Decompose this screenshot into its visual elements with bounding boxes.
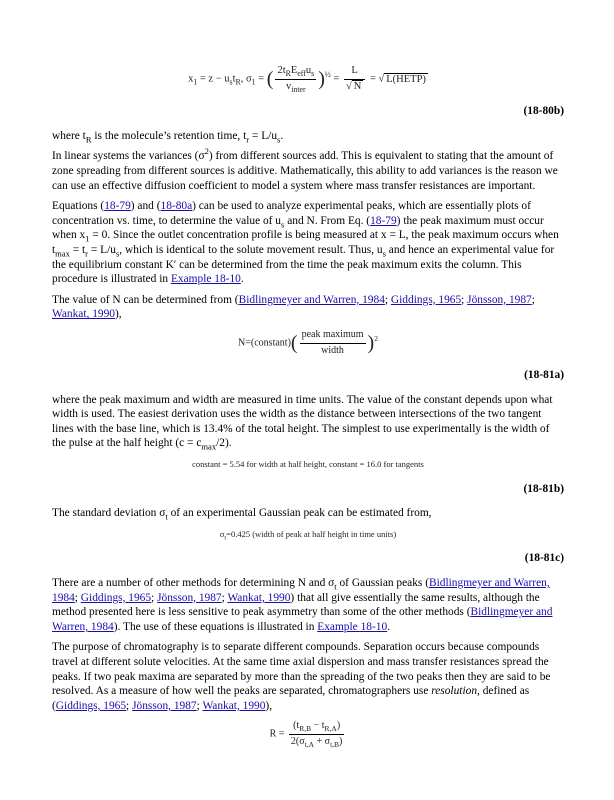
link-wankat-1990[interactable]: Wankat, 1990 <box>202 699 266 712</box>
link-example-18-10[interactable]: Example 18-10 <box>317 620 388 633</box>
paragraph: Equations (18-79) and (18-80a) can be used to analyze experimental peaks, which are essentially plots of concentration vs. time, to determine the value of $u_s$ and N. From Eq. (18-79) the peak maximum must occur when $x_1 = 0$. Since the outlet concentration profile is being measured at x = L, the peak maximum occurs when $t_{max} = t_r = L/u_s$, which is identical to the solute movement result. Thus, $u_s$ and hence an experimental value for the equilibrium constant K′ can be determined from the time the peak maximum exits the column. This procedure is illustrated in Example 18-10. <box>52 200 559 286</box>
link-eq-18-80a[interactable]: 18-80a <box>160 200 193 213</box>
paragraph: In linear systems the variances $(\sigma^2)$ from different sources add. This is equivalent to stating that the amount of zone spreading from different sources is additive. Mathematically, this ability to add variances is the reason we can use an effective diffusion coefficient to model a system where mass transfer resistances are important. <box>52 146 558 192</box>
link-bidlingmeyer-1984[interactable]: Bidlingmeyer and Warren, 1984 <box>52 577 550 604</box>
equation-number: (18-81a) <box>524 369 564 382</box>
paragraph: The value of N can be determined from (Bidlingmeyer and Warren, 1984; Giddings, 1965; Jönsson, 1987; Wankat, 1990), <box>52 293 535 321</box>
equation-18-81c: $\sigma_t=0.425$ (width of peak at half height in time units) <box>219 528 397 542</box>
link-wankat-1990[interactable]: Wankat, 1990 <box>52 308 115 321</box>
equation-resolution: R = $\frac{(t_{R,B} - t_{R,A})}{2(\sigma_{t,A} + \sigma_{t,B})}$ <box>269 720 343 749</box>
link-wankat-1990[interactable]: Wankat, 1990 <box>227 591 291 604</box>
paragraph: The purpose of chromatography is to separate different compounds. Separation occurs because compounds travel at different solute velocities. At the same time axial dispersion and mass transfer resistances spread the peaks. If two peak maxima are separated by more than the spreading of the two peaks then they are said to be resolved. As a measure of how well the peaks are separated, chromatographers use resolution, defined as (Giddings, 1965; Jönsson, 1987; Wankat, 1990), <box>52 641 551 712</box>
link-eq-18-79[interactable]: 18-79 <box>104 200 131 213</box>
paragraph: where $t_R$ is the molecule’s retention time, $t_r = L/u_s$. <box>52 129 284 145</box>
equation-18-81a: N=(constant)( $\frac{\text{peak maximum}}{\text{width}}$ )$^2$ <box>238 328 378 356</box>
link-bidlingmeyer-1984[interactable]: Bidlingmeyer and Warren, 1984 <box>238 293 385 306</box>
equation-number: (18-80b) <box>523 105 564 118</box>
link-eq-18-79[interactable]: 18-79 <box>370 214 397 227</box>
link-example-18-10[interactable]: Example 18-10 <box>170 273 241 286</box>
document-page <box>52 56 564 750</box>
equation-18-80b: $x_1 = z - u_st_R$, $\sigma_1$ = ( $\frac{2t_RE_{eff}u_s}{v_{inter}}$ )$^{\frac{1}{2}}$ = $\frac{L}{√ N}$ = √ L(HETP) <box>188 65 426 94</box>
paragraph: where the peak maximum and width are measured in time units. The value of the constant depends upon what width is used. The easiest derivation uses the width as the distance between intersections of the two tangent lines with the base line, which is 13.4% of the total height. The simplest to use experimentally is the width of the pulse at the half height $(c = c_{max}/2)$. <box>52 393 553 452</box>
link-giddings-1965[interactable]: Giddings, 1965 <box>55 699 127 712</box>
link-giddings-1965[interactable]: Giddings, 1965 <box>390 293 462 306</box>
paragraph: The standard deviation $\sigma_t$ of an experimental Gaussian peak can be estimated from, <box>52 507 432 522</box>
paragraph: There are a number of other methods for determining N and $\sigma_t$ of Gaussian peaks (Bidlingmeyer and Warren, 1984; Giddings, 1965; Jönsson, 1987; Wankat, 1990) that all give essentially the same results, although the method presented here is less sensitive to peak asymmetry than some of the other methods (Bidlingmeyer and Warren, 1984). The use of these equations is illustrated in Example 18-10. <box>52 577 553 633</box>
link-jonsson-1987[interactable]: Jönsson, 1987 <box>157 591 222 604</box>
link-bidlingmeyer-1984[interactable]: Bidlingmeyer and Warren, 1984 <box>52 606 553 633</box>
equation-18-81b: constant = 5.54 for width at half height, constant = 16.0 for tangents <box>192 459 424 470</box>
link-giddings-1965[interactable]: Giddings, 1965 <box>80 591 152 604</box>
link-jonsson-1987[interactable]: Jönsson, 1987 <box>132 699 197 712</box>
equation-number: (18-81b) <box>523 482 564 495</box>
link-jonsson-1987[interactable]: Jönsson, 1987 <box>467 293 532 306</box>
equation-number: (18-81c) <box>524 552 564 565</box>
